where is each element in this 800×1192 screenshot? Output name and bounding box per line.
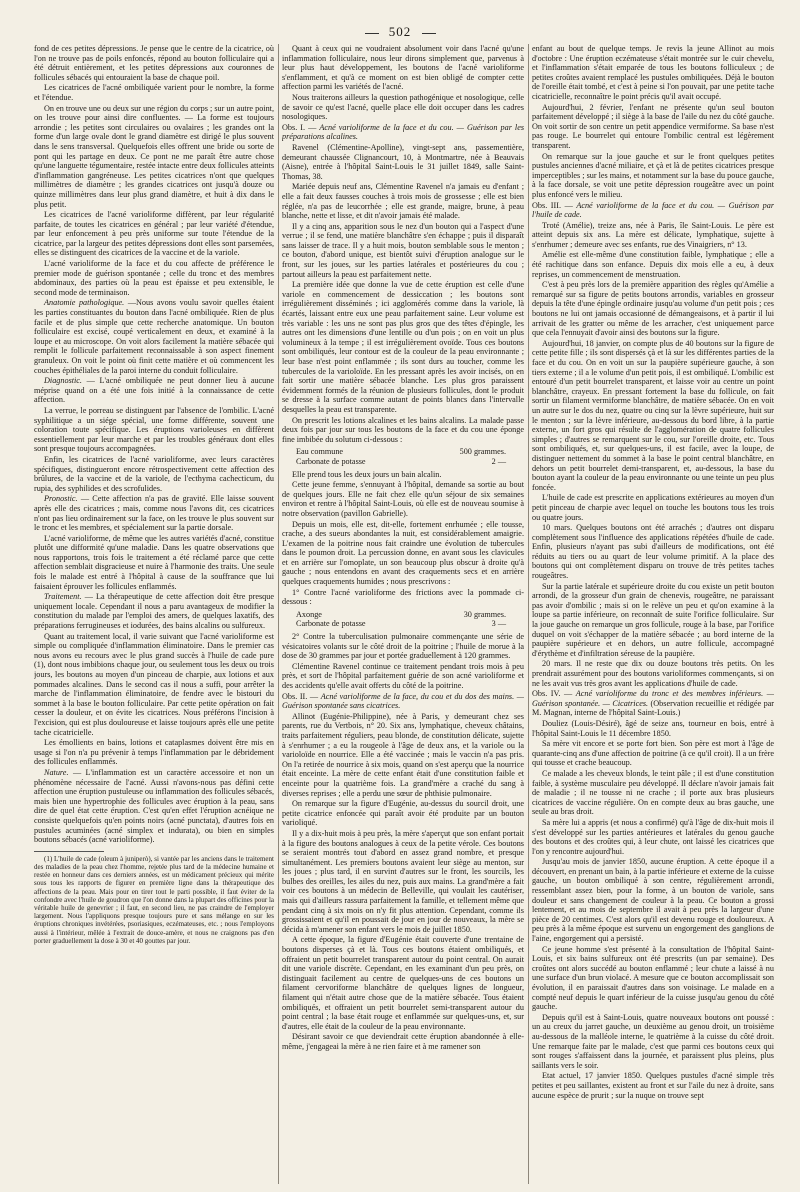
column-divider [278,44,279,1184]
observation-heading [282,123,524,142]
paragraph: 2° Contre la tuberculisation pulmonaire commençante une série de vésicatoires volants sur le côté droit de la poitrine ; l'huile de morue à la dose de 30 grammes par jour et portée graduellement à 120 grammes. [282,632,524,661]
paragraph: Aujourd'hui, 2 février, l'enfant ne présente qu'un seul bouton parfaitement développé ; il siège à la base de l'aile du nez du côté gauche. On voit sortir de son centre un petit appendice vermiforme. Sa base n'est pas rouge. Le bourrelet qui entoure l'ombilic central est légèrement transparent. [532,102,774,150]
paragraph: Depuis un mois, elle est, dit-elle, fortement enrhumée ; elle tousse, crache, a des sueurs abondantes la nuit, est considérablement amaigrie. L'examen de la poitrine nous fait craindre une évolution de tubercules dans le poumon droit. La percussion donne, en avant sous les clavicules et en arrière sur l'omoplate, un son beaucoup plus obscur à droite qu'à gauche ; nous entendons en avant des craquements secs et en arrière quelques craquements humides ; nous prescrivons : [282,519,524,587]
ingredient: Axonge [296,609,322,619]
paragraph: 10 mars. Quelques boutons ont été arrachés ; d'autres ont disparu complètement sous l'influence des applications répétées d'huile de cade. Enfin, plusieurs n'ayant pas subi d'ailleurs de modifications, ont été réduits au tiers ou au quart de leur volume primitif. A la place des boutons qui ont complètement disparu on trouve de très petites taches rougeâtres. [532,523,774,581]
observation-label: Obs. IV. — [532,689,573,699]
formula-row [296,447,506,457]
ingredient: Carbonate de potasse [296,619,366,629]
section-heading-diagnostic: Diagnostic. [44,376,82,386]
paragraph: Enfin, les cicatrices de l'acné varioliforme, avec leurs caractères spécifiques, distingueront encore rétrospectivement cette affection des brûlures, de la vaccine et de la variole, de l'ecthyma cachecticum, du rupia, des syphilides et des scrofulides. [34,454,274,493]
paragraph: Clémentine Ravenel continue ce traitement pendant trois mois à peu près, et sort de l'hôpital parfaitement guérie de son acné varioliforme et des accidents qu'elle avait offerts du côté de la poitrine. [282,661,524,690]
paragraph [34,592,274,630]
formula-row [296,457,506,467]
paragraph: La verrue, le porreau se distinguent par l'absence de l'ombilic. L'acné syphilitique a un siége spécial, une forme différente, souvent une coloration toute spécifique. Les éruptions varioleuses en diffèrent essentiellement par leur marche et par les troubles généraux dont elles sont presque toujours accompagnées. [34,405,274,454]
observation-heading [532,689,774,718]
paragraph: A cette époque, la figure d'Eugénie était couverte d'une trentaine de boutons disperses çà et là. Tous ces boutons étaient ombiliqués, et offraient un petit bourrelet transparent autour du point central. On aurait dit une variole discrète. Cependant, en les examinant d'un peu près, on distinguait facilement au centre de quelques-uns de ces boutons un filament cervoriforme blanchâtre de quelques lignes de longueur, filament qui n'était autre chose que de la matière sébacée. Tous étaient ombiliqués, et offraient un petit bourrelet semi-transparent autour du point central ; la base était rouge et enflammée sur quelques-uns, et, sur d'autres, elle était de la couleur de la peau environnante. [282,935,524,1031]
paragraph-text: — L'acné ombiliquée ne peut donner lieu à aucune méprise quand on a été une fois initié à la connaissance de cette affection. [34,376,274,405]
observation-title: Acné varioliforme de la face et du cou. — Guérison par l'huile de cade. [532,200,774,220]
ingredient: Carbonate de potasse [296,456,366,466]
observation-label: Obs. II. — [282,691,319,701]
paragraph [34,298,274,375]
paragraph: 1° Contre l'acné varioliforme des frictions avec la pommade ci-dessous : [282,587,524,607]
paragraph-text: — La thérapeutique de cette affection doit être presque uniquement locale. Cependant il nous a paru avantageux de modifier la constitution du malade par l'emploi des amers, de quelques laxatifs, des préparations ferrugineuses et iodurées, des bains alcalins ou sulfureux. [34,592,274,631]
observation-label: Obs. I. — [282,122,317,132]
paragraph: Ravenel (Clémentine-Apolline), vingt-sept ans, passementière, demeurant chaussée Clignancourt, 10, à Montmartre, née à Beauvais (Aisne), entrée à l'hôpital Saint-Louis le 31 juillet 1849, salle Saint-Thomas, 38. [282,142,524,181]
column-divider [528,44,529,1184]
paragraph: On remarque sur la joue gauche et sur le front quelques petites pustules anciennes d'acné miliaire, et çà et là de petites cicatrices presque imperceptibles ; sur les mains, et notamment sur la base du pouce gauche, à la face dorsale, se voit une petite dépression rougeâtre avec un point plus enfoncé vers le milieu. [532,151,774,199]
column-2 [282,44,524,1184]
section-heading-nature: Nature. [44,767,69,777]
ingredient: Eau commune [296,447,344,457]
header-dash-right [422,33,436,34]
paragraph: Il y a cinq ans, apparition sous le nez d'un bouton qui a l'aspect d'une verrue ; il se fend, une matière blanchâtre s'en échappe ; puis il disparaît sans laisser de trace. Il y a huit mois, bouton semblable sous le menton ; ce bouton, d'abord unique, est bientôt suivi d'éruption analogue sur le front, sur les joues, sur les parties latérales et postérieures du cou ; partout ailleurs la peau est parfaitement nette. [282,221,524,279]
paragraph: On en trouve une ou deux sur une région du corps ; sur un autre point, on les trouve pour ainsi dire confluentes. — La forme est toujours arrondie ; les petites sont circulaires ou ovalaires ; les grandes ont la forme d'un large ovale dont le grand diamètre est dirigé le plus souvent dans le sens transversal. Quelquefois elles offrent une bride ou sorte de pont qui les partage en deux. Ce pont ne me paraît être autre chose qu'une languette tégumentaire, restée intacte entre deux follicules atteints d'inflammation gangréneuse. Les petites cicatrices n'ont que quelques millimètres de diamètre ; les grandes cicatrices ont jusqu'à douze ou quinze millimètres dans leur plus grand diamètre, et huit à dix dans le plus petit. [34,103,274,209]
paragraph-text: —Nous avons voulu savoir quelles étaient les parties constituantes du bouton dans l'acné ombiliquée. Rien de plus facile et de plus simple que cette recherche anatomique. Un bouton folliculaire est excisé, coupé verticalement en deux, et examiné à la loupe et au microscope. On voit alors facilement la matière sébacée qui remplit le follicule parfaitement reconnaissable à son aspect finement granuleux. On voit le point où finit cette matière et où commencent les couches épithéliales de la paroi interne du conduit folliculaire. [34,298,274,375]
column-1 [34,44,274,1184]
paragraph: Jusqu'au mois de janvier 1850, aucune éruption. A cette époque il a découvert, en prenant un bain, à la partie inférieure et externe de la cuisse gauche, un bouton ombiliqué à son centre, régulièrement arrondi, ressemblant assez bien, pour la forme, à un bouton de variole, sans douleur et sans changement de couleur à la peau. Ce bouton a grossi lentement, et au mois de septembre il avait à peu près la largeur d'une pièce de 20 centimes. C'est alors qu'il est devenu rouge et douloureux. A peu près à la même époque est survenu un engorgement des ganglions de l'aine, engorgement qui a persisté. [532,857,774,944]
formula-row [296,619,506,629]
paragraph-text: — Cette affection n'a pas de gravité. Elle laisse souvent après elle des cicatrices ; mais, comme nous l'avons dit, ces cicatrices n'ont pas lieu ordinairement sur la face, on les trouve le plus souvent sur le tronc et les membres, et spécialement sur la partie dorsale. [34,494,274,533]
quantity: 500 grammes. [459,447,506,457]
paragraph: L'acné varioliforme, de même que les autres variétés d'acné, constitue plutôt une difformité qu'une maladie. Dans les quatre observations que nous rapportons, trois fois le traitement a été réclamé parce que cette affection semblait disgracieuse et nuire à l'harmonie des traits. Une seule fois le malade est entré à l'hôpital à cause de la souffrance que lui faisaient éprouver les follicules enflammés. [34,533,274,591]
paragraph: L'acné varioliforme de la face et du cou affecte de préférence le premier mode de guérison spontanée ; celle du tronc et des membres abdominaux, des parties où la peau est épaisse et peu extensible, le second mode de terminaison. [34,259,274,297]
paragraph: Amélie est elle-même d'une constitution faible, lymphatique ; elle a été rachitique dans son enfance. Depuis dix mois elle a eu, à deux reprises, un commencement de menstruation. [532,250,774,279]
section-heading-anatomie: Anatomie pathologique. [44,298,125,308]
paragraph: Mariée depuis neuf ans, Clémentine Ravenel n'a jamais eu d'enfant ; elle a fait deux fausses couches à trois mois de grossesse ; elle est bien réglée, n'a pas de leucorrhée ; elle est grande, maigre, brune, à peau blanche, nette et lisse, et dit n'avoir jamais été malade. [282,182,524,221]
paragraph: On prescrit les lotions alcalines et les bains alcalins. La malade passe deux fois par jour sur tous les boutons de la face et du cou une éponge fine imbibée du solutum ci-dessous : [282,415,524,444]
paragraph: fond de ces petites dépressions. Je pense que le centre de la cicatrice, où l'on ne trouve pas de poils enfoncés, répond au bouton folliculaire qui a été détruit entièrement, et les petites dépressions aux couronnes de follicules sébacés qui entouraient la base de chaque poil. [34,44,274,82]
observation-title: Acné varioliforme de la face, du cou et du dos des mains. — Guérison spontanée sans cicatrices. [282,691,524,711]
paragraph: Les cicatrices de l'acné varioliforme diffèrent, par leur régularité parfaite, de toutes les cicatrices en général ; par leur variété d'étendue, par leur enfoncement à peu près uniforme sur toute l'étendue de la cicatrice, par la largeur des petites dépressions dont elles sont parsemées, elles se distinguent des cicatrices de la vaccine et de la variole. [34,210,274,258]
quantity: 3 — [491,619,506,629]
paragraph [34,768,274,845]
paragraph: Troté (Amélie), treize ans, née à Paris, île Saint-Louis. Le père est atteint depuis six ans. La mère est délicate, lymphatique, sujette à s'enrhumer ; demeure avec ses enfants, rue des Vinaigriers, n° 13. [532,220,774,249]
header-dash-left [365,33,379,34]
observation-heading [282,692,524,711]
page-header [0,24,800,40]
paragraph: Désirant savoir ce que deviendrait cette éruption abandonnée à elle-même, j'engageai la mère à ne rien faire et à me ramener son [282,1032,524,1051]
paragraph [34,376,274,405]
paragraph: Elle prend tous les deux jours un bain alcalin. [292,469,442,479]
paragraph: Sa mère lui a appris (et nous a confirmé) qu'à l'âge de dix-huit mois il s'est développé sur les parties antérieures et latérales du genou gauche des boutons et des croûtes qui, à leur chute, ont laissé les cicatrices que l'on y rencontre aujourd'hui. [532,817,774,856]
paragraph: Sur la partie latérale et supérieure droite du cou existe un petit bouton arrondi, de la grosseur d'un grain de chenevis, rougeâtre, ne paraissant pas avoir d'ombilic ; mais si on le relève un peu et qu'on examine à la loupe sa partie inférieure, on reconnaît de suite l'orifice folliculaire. Sur la joue gauche on remarque un gros follicule, rouge à la base, par l'orifice duquel on voit s'échapper de la matière sébacée ; au bord interne de la paupière supérieure et en dehors, un autre follicule, accompagné d'érythème et d'infiltration séreuse de la paupière. [532,581,774,658]
prescription-formula [296,610,506,629]
paragraph: Il y a dix-huit mois à peu près, la mère s'aperçut que son enfant portait à la figure des boutons analogues à ceux de la petite vérole. Ces boutons se seraient montrés tout d'abord en assez grand nombre, et presque simultanément. Les premiers boutons avaient leur siège au menton, sur les joues ; plus tard, il en survint d'autres sur le front, les sourcils, les bulbes des oreilles, les ailes du nez, puis aux mains. La grand'mère a fait voir ces boutons à un médecin de Belleville, qui voulait les cautériser, mais qui d'ailleurs rassura parfaitement la famille, et tellement même que pendant cinq à six mois on n'y fit plus attention. Cependant, comme ils grossissaient et qu'il en poussait de jour en jour de nouveaux, la mère se décida à m'amener son enfant vers le mois de juillet 1850. [282,828,524,934]
paragraph-text: — L'inflammation est un caractère accessoire et non un phénomène nécessaire de l'acné. Aussi n'avons-nous pas défini cette affection une éruption pustuleuse ou inflammation des follicules sébacés, mais bien une hypertrophie des follicules avec éruption à la peau, sans dire de quel état cette éruption. C'est qu'en effet l'éruption acnéique ne consiste quelquefois qu'en points noirs (acné punctata), d'autres fois en pustules acuminées (acné simplex et indurata), ou bien en simples boutons sébacés (acné varioliforme). [34,767,274,845]
paragraph: enfant au bout de quelque temps. Je revis la jeune Allinot au mois d'octobre : Une éruption eczémateuse s'était montrée sur le cuir chevelu, et l'inflammation s'était emparée de tous les boutons folliculeux ; de petites croûtes avaient remplacé les pustules ombiliquées. Déjà le bouton de l'oreille était tombé, et c'est à peine si l'on pouvait, par une petite tache cicatricielle, reconnaître le point précis qu'il avait occupé. [532,44,774,101]
quantity: 30 grammes. [463,609,506,619]
footnote: (1) L'huile de cade (oleum à juniperò), si vantée par les anciens dans le traitement des maladies de la peau chez l'homme, rejetée plus tard de la médecine humaine et restée en honneur dans ces derniers années, est un médicament précieux qui mérite sous tous les rapports de figurer en première ligne dans la thérapeutique des affections de la peau. Mais pour en tirer tout le parti possible, il faut éviter de la confondre avec l'huile de goudron que l'on donne dans la plupart des officines pour la véritable huile de genevrier ; il faut, en second lieu, ne pas craindre de l'employer largement. Nous l'appliquons presque toujours pure et sans mélange en sur les éruptions chroniques invétérées, psoriasiques, eczémateuses, etc. ; nous l'employons aussi à l'intérieur, mêlée à l'extrait de douce-amère, et nous ne craignons pas d'en porter graduellement la dose à 30 et 40 gouttes par jour. [34,854,274,945]
paragraph: Ce malade a les cheveux blonds, le teint pâle ; il est d'une constitution faible, à système musculaire peu développé. Il déclare n'avoir jamais fait de maladie ; il ne tousse ni ne crache ; il porte aux bras plusieurs cicatrices de vaccine régulière. On en compte deux au bras gauche, une seule au bras droit. [532,768,774,817]
observation-note: (Observation recueillie et rédigée par M. Magnan, interne de l'hôpital Saint-Louis.) [532,698,774,718]
footnote-rule [34,851,104,852]
page-number: 502 [388,24,412,39]
paragraph: Douliez (Louis-Désiré), âgé de seize ans, tourneur en bois, entré à l'hôpital Saint-Louis le 11 décembre 1850. [532,718,774,738]
paragraph: Etat actuel, 17 janvier 1850. Quelques pustules d'acné simple très petites et peu saillantes, existent au front et sur l'aile du nez à droite, sans aucune espèce de prurit ; sur la nuque on trouve sept [532,1071,774,1100]
paragraph: 20 mars. Il ne reste que dix ou douze boutons très petits. On les prendrait assurément pour des boutons varioliformes commençants, si on ne les avait vus très gros avant les applications d'huile de cade. [532,659,774,688]
paragraph: Quant à ceux qui ne voudraient absolument voir dans l'acné qu'une inflammation folliculaire, nous leur dirons simplement que, parvenus à leur plus haut développement, les boutons de l'acné varioliforme s'enflamment, et qu'à ce moment on est bien obligé de compter cette affection parmi les variétés de l'acné. [282,44,524,92]
section-heading-traitement: Traitement. [44,592,82,602]
observation-heading [532,201,774,220]
paragraph: La première idée que donne la vue de cette éruption est celle d'une variole en commencement de dessiccation ; les boutons sont irrégulièrement disséminés ; ici agglomérés comme dans la variole, là écartés, laissant entre eux une peau parfaitement saine. Leur volume est très variable : les uns ne sont pas plus gros que des têtes d'épingle, les autres ont les dimensions d'une lentille ou d'un pois ; on en voit un plus volumineux à la tempe ; il est irrégulièrement ovoïde. Tous ces boutons sont ombiliqués, leur contour est de la couleur de la peau environnante ; leur base n'est point enflammée ; ils sont durs au toucher, comme les tubercules de la varioloïde. En les pressant après les avoir incisés, on en fait sortir une matière sébacée blanche. Les plus gros paraissent évidemment formés de la réunion de plusieurs follicules, dont le produit se dresse à la surface comme autant de points blancs dans l'intervalle desquelles la peau est transparente. [282,280,524,414]
column-3 [532,44,774,1184]
section-heading-pronostic: Pronostic. [44,494,78,504]
paragraph [34,494,274,532]
paragraph: Aujourd'hui, 18 janvier, on compte plus de 40 boutons sur la figure de cette petite fille ; ils sont dispersés çà et là sur les différentes parties de la face et du cou. On en voit un sur la paupière supérieure gauche, à son tiers externe ; il a le volume d'un petit pois, il est ombiliqué. L'ombilic est entouré d'un petit bourrelet transparent, et laisse voir au centre un point blanchâtre, crayeux. En pressant fortement la base du follicule, on fait sortir un filament vermiforme blanchâtre, de matière sébacée. On en voit un autre sur le dos du nez, quatre ou cinq sur la lèvre supérieure, huit sur le menton ; sur la lèvre inférieure, au-dessous du bord libre, à la partie externe, un fort gros qui résulte de l'agglomération de quatre follicules simples ; d'autres se remarquent sur le cou, sur l'oreille droite, etc. Tous sont ombiliqués, et, sur quelques-uns, il est facile, avec la loupe, de distinguer nettement du sommet à la base le point central blanchâtre, en dehors un petit bourrelet demi-transparent, et, au-dessous, la base du bouton ayant la couleur de la peau environnante ou une teinte un peu plus foncée. [532,338,774,492]
observation-label: Obs. III. — [532,200,573,210]
observation-title: Acné varioliforme du tronc et des membres inférieurs. — Guérison spontanée. — Cicatrices. [532,689,774,708]
formula-row [296,610,506,620]
paragraph: Quant au traitement local, il varie suivant que l'acné varioliforme est simple ou compliquée d'inflammation éliminatoire. Dans le premier cas nous avons eu recours avec le plus grand succès à l'huile de cade pure (1), dont nous imbibions chaque jour, ou seulement tous les deux ou trois jours, les boutons au moyen d'un pinceau de charpie, aux lotions et aux pommades alcalines. Dans le second cas il nous a suffi, pour arrêter la marche de l'inflammation éliminatoire, de fendre avec le bistouri du sommet à la base le bouton folliculaire. Par cette petite opération on fait cesser la douleur, et on évite les cicatrices. Nous préférons l'incision à l'excision, qui est plus douloureuse et laisse toujours après elle une petite tache cicatricielle. [34,631,274,737]
prescription-formula [296,447,506,466]
paragraph: On remarque sur la figure d'Eugénie, au-dessus du sourcil droit, une petite cicatrice enfoncée qui paraît avoir été produite par un bouton varioliqué. [282,799,524,828]
paragraph: C'est à peu près lors de la première apparition des règles qu'Amélie a remarqué sur sa figure de petits boutons arrondis, variables en grosseur depuis la tête d'une épingle ordinaire jusqu'au volume d'un petit pois ; ces boutons ne lui ont jamais occasionné de démangeaisons, et à partir il lui arrivait de les gratter ou même de les arracher, c'est uniquement parce que cela l'ennuyait d'avoir ainsi des boutons sur la figure. [532,280,774,338]
paragraph: L'huile de cade est prescrite en applications extérieures au moyen d'un petit pinceau de charpie avec lequel on touche les boutons tous les trois ou quatre jours. [532,493,774,522]
paragraph: Nous traiterons ailleurs la question pathogénique et nosologique, celle de savoir ce qu'est l'acné, quelle place elle doit occuper dans les cadres nosologiques. [282,92,524,122]
paragraph: Les cicatrices de l'acné ombiliquée varient pour le nombre, la forme et l'étendue. [34,83,274,102]
quantity: 2 — [491,456,506,466]
paragraph: Allinot (Eugénie-Philippine), née à Paris, y demeurant chez ses parents, rue du Vertbois, n° 20. Six ans, lymphatique, cheveux châtains, traits parfaitement réguliers, peau blonde, de constitution délicate, sujette à s'enrhumer ; a eu la rougeole à l'âge de deux ans, et la variole ou la varioloïde en nourrice. Elle a été vaccinée ; mais le vaccin n'a pas pris. On l'a retirée de nourrice à six mois, quand on s'est aperçu que la nourrice était enceinte. La mère de cette enfant était d'une constitution faible et enceinte pour la quatrième fois. La grand'mère a craché du sang à diverses reprises ; elle a perdu une sœur de phthisie pulmonaire. [282,711,524,798]
observation-title: Acné varioliforme de la face et du cou. — Guérison par les préparations alcalines. [282,122,524,142]
paragraph: Depuis qu'il est à Saint-Louis, quatre nouveaux boutons ont poussé : un au creux du jarret gauche, un deuxième au genou droit, un troisième au-dessous de la malléole interne, le quatrième à la cuisse du côté droit. Une remarque faite par le malade, c'est que parmi ces boutons ceux qui sont rouges s'affaissent dans la journée, et paraissent plus pleins, plus saillants vers le soir. [532,1012,774,1070]
paragraph: Ce jeune homme s'est présenté à la consultation de l'hôpital Saint-Louis, et six bains sulfureux ont été prescrits (un par semaine). Des croûtes ont alors succédé au bouton enflammé ; leur chute a laissé à nu une surface d'un brun violacé. A mesure que ce bouton accomplissait son évolution, il en paraissait d'autres dans son voisinage. Le malade en a compté neuf depuis le quart inférieur de la cuisse jusqu'au genou du côté gauche. [532,944,774,1012]
paragraph: Sa mère vit encore et se porte fort bien. Son père est mort à l'âge de quarante-cinq ans d'une affection de poitrine (à ce qu'il croit). Il a un frère qui tousse et crache beaucoup. [532,739,774,768]
paragraph: Cette jeune femme, s'ennuyant à l'hôpital, demande sa sortie au bout de quelques jours. Elle ne fait chez elle qu'un séjour de six semaines environ et rentre à l'hôpital Saint-Louis, où elle est de nouveau soumise à notre observation (pavillon Gabrielle). [282,480,524,518]
paragraph: Les émollients en bains, lotions et cataplasmes doivent être mis en usage si l'on n'a pu prévenir à temps l'inflammation par le débridement des follicules enflammés. [34,738,274,767]
